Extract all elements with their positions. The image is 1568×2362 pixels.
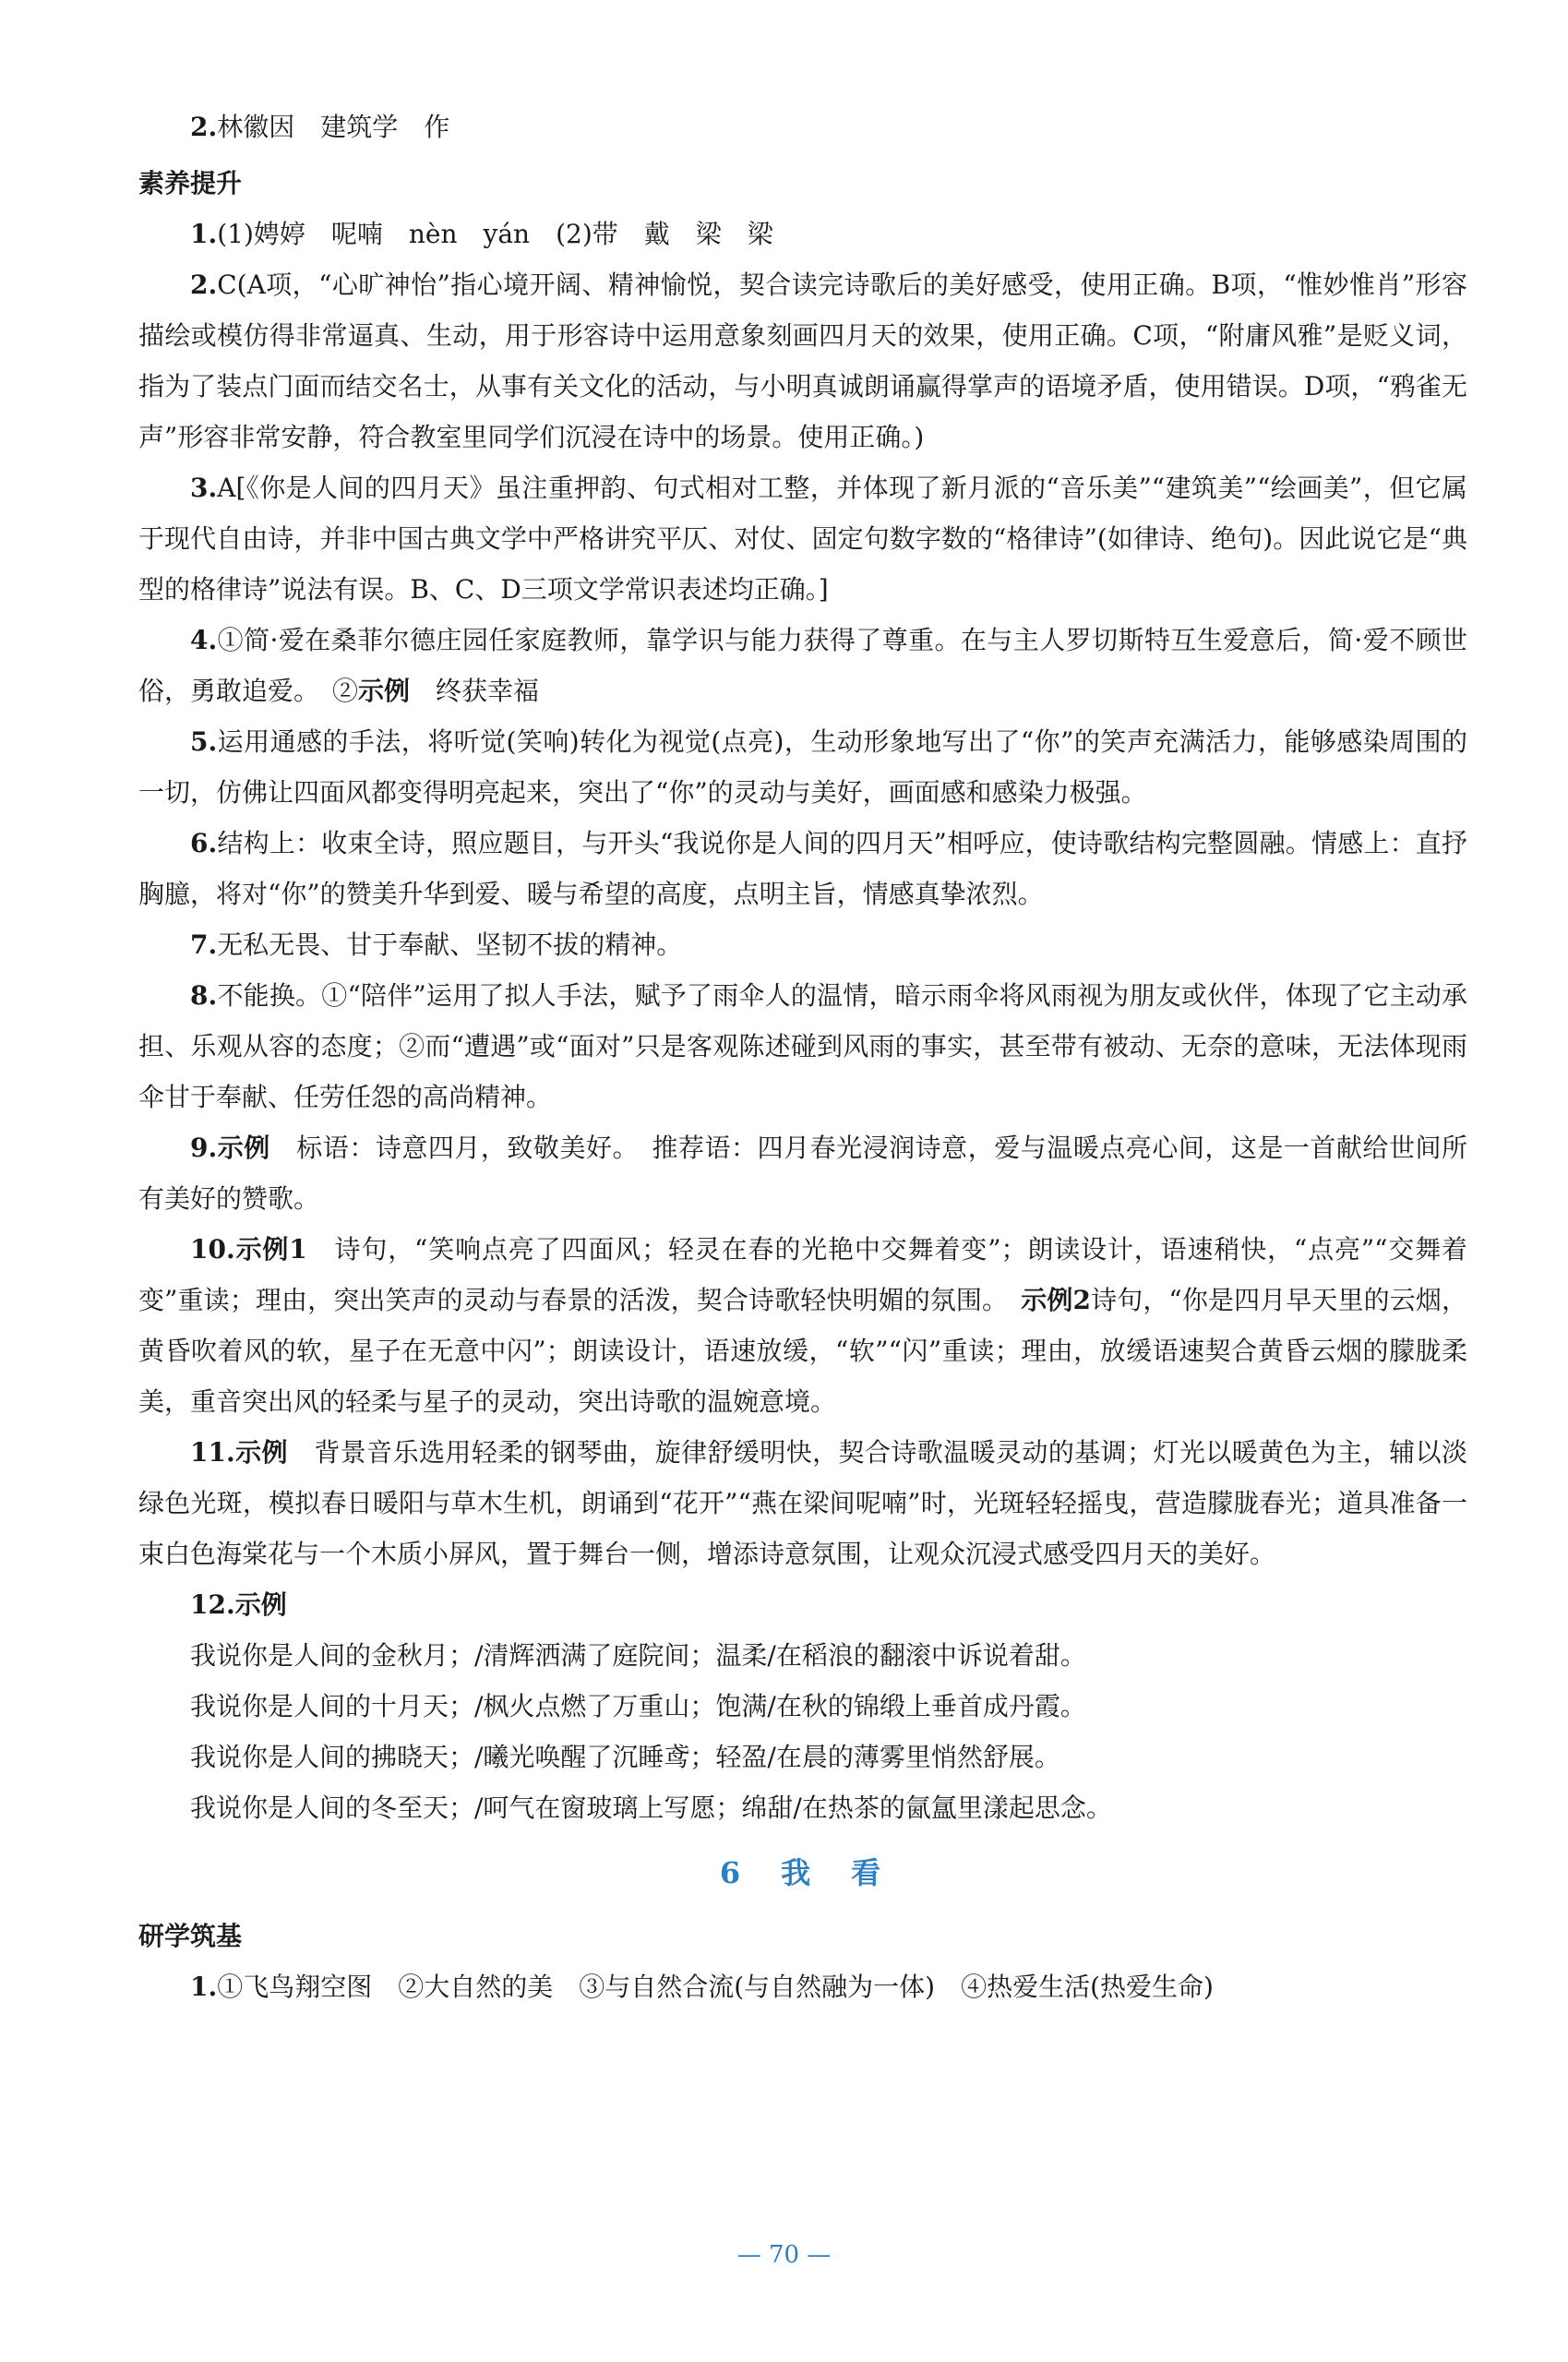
item-number: 11. xyxy=(190,1437,235,1468)
page-number: — 70 — xyxy=(736,2241,832,2269)
example-label: 示例 xyxy=(234,1437,288,1468)
item-number: 12. xyxy=(190,1589,235,1620)
item-9 xyxy=(138,1122,1467,1224)
item-number: 5. xyxy=(190,726,218,757)
item-number: 1. xyxy=(190,219,218,249)
poem-line: 我说你是人间的拂晓天；/曦光唤醒了沉睡鸢；轻盈/在晨的薄雾里悄然舒展。 xyxy=(190,1742,1060,1772)
example-label: 示例2 xyxy=(1021,1285,1091,1315)
example-label: 示例1 xyxy=(234,1234,307,1265)
item-number: 4. xyxy=(190,625,218,655)
poem-line: 我说你是人间的十月天；/枫火点燃了万重山；饱满/在秋的锦缎上垂首成丹霞。 xyxy=(190,1691,1086,1721)
item-12 xyxy=(138,1579,1467,1630)
answer-page xyxy=(138,102,1467,2012)
item-text-tail: 诗句，“你是四月早天里的云烟，黄昏吹着风的软，星子在无意中闪”；朗读设计，语速放缓，“软”“闪”重读；理由，放缓语速契合黄昏云烟的朦胧柔美，重音突出风的轻柔与星子的灵动，突出诗歌的温婉意境。 xyxy=(138,1285,1467,1417)
item-5 xyxy=(138,716,1467,818)
item-number: 2. xyxy=(190,270,218,300)
item-3 xyxy=(138,462,1467,615)
item-text-tail: 终获幸福 xyxy=(410,676,540,706)
item-number: 10. xyxy=(190,1234,235,1265)
item-text: 诗句，“笑响点亮了四面风；轻灵在春的光艳中交舞着变”；朗读设计，语速稍快，“点亮”“交舞着变”重读；理由，突出笑声的灵动与春景的活泼，契合诗歌轻快明媚的氛围。 xyxy=(138,1234,1468,1315)
item-number: 1. xyxy=(190,1972,218,2002)
item-text: C(A项，“心旷神怡”指心境开阔、精神愉悦，契合读完诗歌后的美好感受，使用正确。B项，“惟妙惟肖”形容描绘或模仿得非常逼真、生动，用于形容诗中运用意象刻画四月天的效果，使用正确。C项，“附庸风雅”是贬义词，指为了装点门面而结交名士，从事有关文化的活动，与小明真诚朗诵赢得掌声的语境矛盾，使用错误。D项，“鸦雀无声”形容非常安静，符合教室里同学们沉浸在诗中的场景。使用正确。) xyxy=(138,270,1467,452)
item-6 xyxy=(138,818,1467,919)
example-label: 示例 xyxy=(234,1589,287,1620)
item-number: 8. xyxy=(190,980,218,1011)
chapter-title: 6 我 看 xyxy=(719,1855,887,1890)
poem-line: 我说你是人间的冬至天；/呵气在窗玻璃上写愿；绵甜/在热茶的氤氲里漾起思念。 xyxy=(190,1792,1112,1823)
item-number: 2. xyxy=(190,112,218,142)
item-10 xyxy=(138,1224,1467,1427)
item-text: 标语：诗意四月，致敬美好。 推荐语：四月春光浸润诗意，爱与温暖点亮心间，这是一首献给世间所有美好的赞歌。 xyxy=(138,1133,1467,1214)
item-1 xyxy=(138,209,1467,259)
item-text: 不能换。①“陪伴”运用了拟人手法，赋予了雨伞人的温情，暗示雨伞将风雨视为朋友或伙伴，体现了它主动承担、乐观从容的态度；②而“遭遇”或“面对”只是客观陈述碰到风雨的事实，甚至带有被动、无奈的意味，无法体现雨伞甘于奉献、任劳任怨的高尚精神。 xyxy=(138,980,1467,1112)
item-number: 9. xyxy=(190,1133,218,1163)
item-number: 3. xyxy=(190,473,218,503)
item-text: 背景音乐选用轻柔的钢琴曲，旋律舒缓明快，契合诗歌温暖灵动的基调；灯光以暖黄色为主，辅以淡绿色光斑，模拟春日暖阳与草木生机，朗诵到“花开”“燕在梁间呢喃”时，光斑轻轻摇曳，营造朦胧春光；道具准备一束白色海棠花与一个木质小屏风，置于舞台一侧，增添诗意氛围，让观众沉浸式感受四月天的美好。 xyxy=(138,1437,1467,1569)
item-number: 6. xyxy=(190,828,218,858)
section-heading-2: 研学筑基 xyxy=(138,1921,243,1951)
item-number: 7. xyxy=(190,929,218,960)
section-heading-1: 素养提升 xyxy=(138,168,243,198)
item-text: ①飞鸟翔空图 ②大自然的美 ③与自然合流(与自然融为一体) ④热爱生活(热爱生命) xyxy=(217,1972,1214,2002)
item-text: ①简·爱在桑菲尔德庄园任家庭教师，靠学识与能力获得了尊重。在与主人罗切斯特互生爱意后，简·爱不顾世俗，勇敢追爱。 ② xyxy=(138,625,1467,706)
item-8 xyxy=(138,970,1467,1122)
item-2 xyxy=(138,259,1467,462)
item-text: 结构上：收束全诗，照应题目，与开头“我说你是人间的四月天”相呼应，使诗歌结构完整圆融。情感上：直抒胸臆，将对“你”的赞美升华到爱、暖与希望的高度，点明主旨，情感真挚浓烈。 xyxy=(138,828,1467,909)
item-last xyxy=(138,1961,1467,2012)
item-text: (1)娉婷 呢喃 nèn yán (2)带 戴 梁 梁 xyxy=(217,219,773,249)
item-text: 林徽因 建筑学 作 xyxy=(217,112,450,142)
item-text: A[《你是人间的四月天》虽注重押韵、句式相对工整，并体现了新月派的“音乐美”“建筑美”“绘画美”，但它属于现代自由诗，并非中国古典文学中严格讲究平仄、对仗、固定句数字数的“格律诗”(如律诗、绝句)。因此说它是“典型的格律诗”说法有误。B、C、D三项文学常识表述均正确。] xyxy=(138,473,1467,605)
example-label: 示例 xyxy=(217,1133,270,1163)
item-4 xyxy=(138,615,1467,716)
item-top xyxy=(138,102,1467,152)
example-label: 示例 xyxy=(358,676,411,706)
item-7 xyxy=(138,919,1467,970)
item-11 xyxy=(138,1427,1467,1579)
poem-line: 我说你是人间的金秋月；/清辉洒满了庭院间；温柔/在稻浪的翻滚中诉说着甜。 xyxy=(190,1640,1086,1671)
item-text: 运用通感的手法，将听觉(笑响)转化为视觉(点亮)，生动形象地写出了“你”的笑声充满活力，能够感染周围的一切，仿佛让四面风都变得明亮起来，突出了“你”的灵动与美好，画面感和感染力极强。 xyxy=(138,726,1467,808)
item-text: 无私无畏、甘于奉献、坚韧不拔的精神。 xyxy=(217,929,683,960)
